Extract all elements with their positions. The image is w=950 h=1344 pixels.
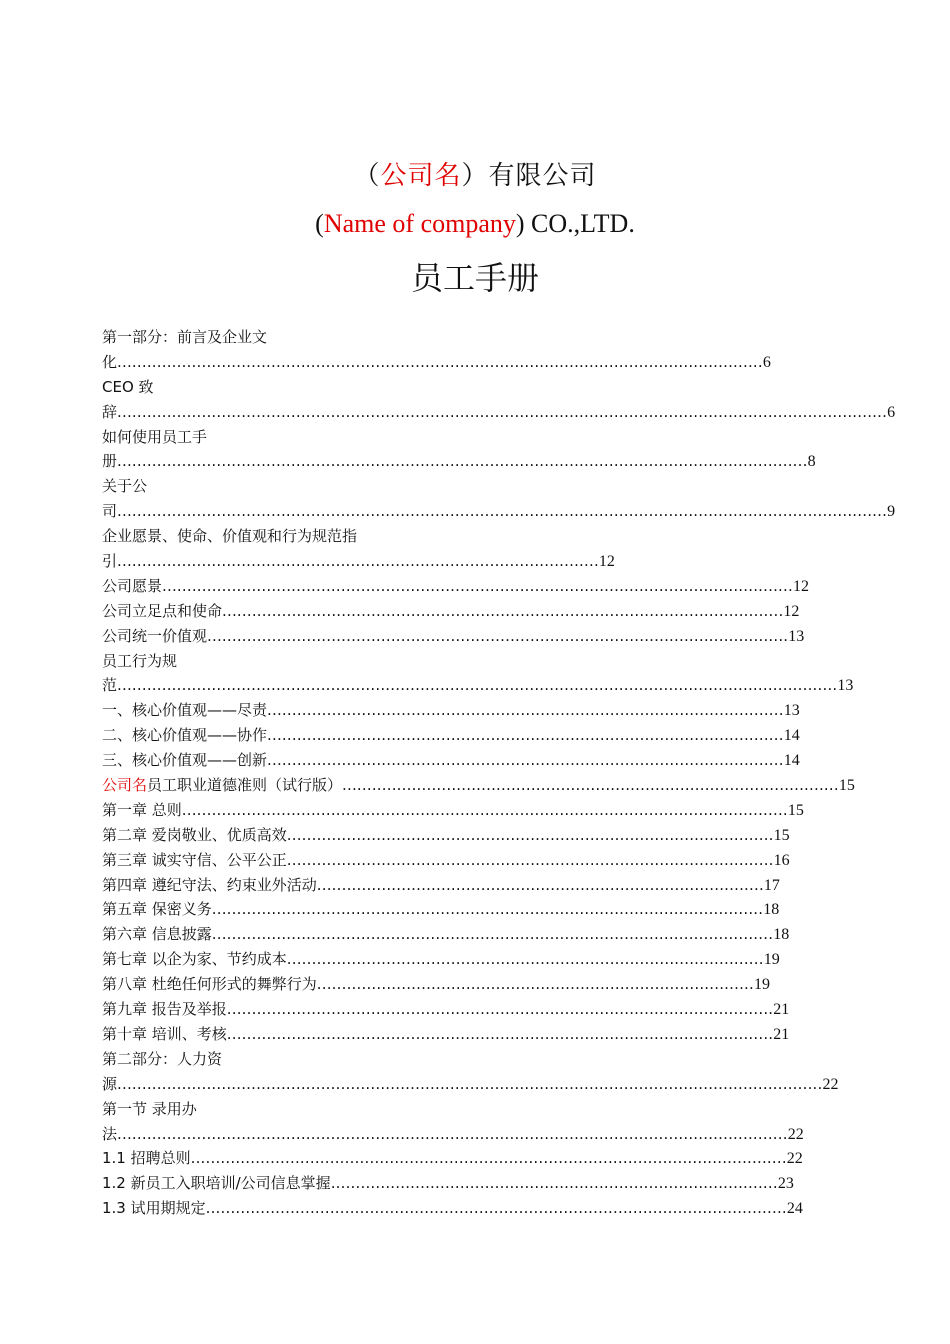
toc-leader-dots: .......................................................................................... — [330, 1174, 778, 1193]
toc-entry-line[interactable] — [102, 474, 882, 499]
toc-entry-line[interactable] — [102, 1072, 882, 1097]
toc-leader-dots: ................................................................................................................................................. — [117, 676, 838, 695]
toc-entry-text: 源 — [102, 1074, 118, 1093]
toc-entry-text: 法 — [102, 1124, 118, 1143]
toc-entry-text: 如何使用员工手 — [102, 427, 208, 446]
toc-entry-text: 1.1 招聘总则 — [102, 1149, 191, 1168]
toc-entry-text: 第一章 总则 — [102, 800, 182, 819]
toc-leader-dots: ........................................................................................................................................... — [117, 452, 808, 471]
toc-entry-text: 公司统一价值观 — [102, 626, 208, 645]
toc-page-number: 17 — [763, 876, 780, 894]
toc-page-number: 8 — [807, 453, 816, 471]
toc-entry-text: 引 — [102, 552, 118, 571]
toc-page-number: 19 — [763, 951, 780, 969]
toc-page-number: 16 — [773, 851, 790, 869]
toc-company-placeholder: 公司名 — [102, 776, 148, 795]
toc-entry-line[interactable] — [102, 873, 882, 898]
toc-page-number: 14 — [783, 752, 800, 770]
toc-page-number: 14 — [783, 727, 800, 745]
toc-entry-line[interactable] — [102, 549, 882, 574]
toc-page-number: 6 — [887, 403, 896, 421]
toc-page-number: 24 — [786, 1200, 803, 1218]
toc-entry-text: 二、核心价值观——协作 — [102, 726, 268, 745]
toc-page-number: 15 — [838, 777, 855, 795]
toc-page-number: 21 — [773, 1025, 790, 1043]
toc-leader-dots: .................................................................................................... — [342, 776, 839, 795]
toc-entry-text: CEO 致 — [102, 377, 154, 396]
toc-entry-line[interactable] — [102, 425, 882, 450]
toc-entry-text: 第五章 保密义务 — [102, 900, 212, 919]
toc-leader-dots: .............................................................................................................................................. — [117, 1074, 823, 1093]
toc-entry-line[interactable] — [102, 773, 882, 798]
toc-entry-text: 第二部分：人力资 — [102, 1049, 223, 1068]
document-title: 员工手册 — [410, 259, 539, 297]
toc-entry-line[interactable] — [102, 947, 882, 972]
toc-leader-dots: ........................................................................................................ — [267, 751, 784, 770]
toc-entry-text: 第七章 以企为家、节约成本 — [102, 950, 287, 969]
toc-page-number: 6 — [762, 353, 771, 371]
toc-entry-line[interactable] — [102, 1022, 882, 1047]
toc-entry-text: 第一节 录用办 — [102, 1099, 197, 1118]
toc-entry-line[interactable] — [102, 748, 882, 773]
toc-leader-dots: ........................................................................................................................ — [190, 1149, 787, 1168]
toc-leader-dots: ..................................................................................................................... — [205, 1199, 787, 1218]
toc-leader-dots: ........................................................................................................ — [267, 726, 784, 745]
toc-entry-text: 第一部分：前言及企业文 — [102, 328, 268, 346]
toc-leader-dots: .......................................................................................... — [316, 875, 764, 894]
toc-entry-line[interactable] — [102, 698, 882, 723]
toc-leader-dots: ........................................................................................................................................................... — [117, 402, 888, 421]
paren-open-en: ( — [315, 209, 324, 238]
toc-page-number: 12 — [783, 602, 800, 620]
toc-leader-dots: ................................................................................................................. — [211, 925, 774, 944]
toc-leader-dots: ........................................................................................................ — [267, 701, 784, 720]
toc-entry-line[interactable] — [102, 848, 882, 873]
toc-entry-line[interactable] — [102, 325, 882, 350]
toc-entry-text: 公司愿景 — [102, 576, 163, 595]
toc-entry-line[interactable] — [102, 499, 896, 524]
company-name-cn — [0, 160, 950, 192]
toc-entry-text: 员工行为规 — [102, 651, 178, 670]
toc-entry-text: 第十章 培训、考核 — [102, 1024, 227, 1043]
toc-entry-text: 第二章 爱岗敬业、优质高效 — [102, 825, 287, 844]
toc-entry-line[interactable] — [102, 1047, 882, 1072]
toc-page-number: 19 — [753, 976, 770, 994]
toc-leader-dots: .................................................................................................. — [286, 825, 774, 844]
toc-leader-dots: ............................................................................................................................... — [162, 576, 793, 595]
toc-entry-line[interactable] — [102, 350, 882, 375]
toc-page-number: 13 — [788, 627, 805, 645]
toc-leader-dots: .............................................................................................................. — [226, 1000, 774, 1019]
toc-page-number: 15 — [773, 826, 790, 844]
table-of-contents — [102, 325, 896, 1221]
toc-entry-line[interactable] — [102, 375, 882, 400]
toc-page-number: 9 — [887, 503, 896, 521]
toc-entry-line[interactable] — [102, 972, 882, 997]
toc-page-number: 18 — [763, 901, 780, 919]
toc-page-number: 23 — [777, 1175, 794, 1193]
toc-entry-text: 一、核心价值观——尽责 — [102, 701, 268, 720]
toc-entry-line[interactable] — [102, 449, 882, 474]
toc-leader-dots: .................................................................................................. — [286, 850, 774, 869]
toc-entry-line[interactable] — [102, 1196, 882, 1221]
toc-entry-line[interactable] — [102, 1171, 882, 1196]
toc-leader-dots: ............................................................................................................... — [211, 900, 764, 919]
toc-entry-text: 企业愿景、使命、价值观和行为规范指 — [102, 527, 358, 546]
toc-entry-line[interactable] — [102, 624, 882, 649]
toc-entry-text: 化 — [102, 352, 118, 371]
toc-entry-text: 第三章 诚实守信、公平公正 — [102, 850, 287, 869]
toc-entry-line[interactable] — [102, 1146, 882, 1171]
toc-entry-text: 辞 — [102, 402, 118, 421]
toc-entry-line[interactable] — [102, 897, 882, 922]
toc-leader-dots: .................................................................................................................................. — [117, 352, 763, 371]
company-name-en — [0, 208, 950, 240]
company-suffix-en: ) CO.,LTD. — [515, 209, 635, 238]
toc-entry-line[interactable] — [102, 400, 896, 425]
toc-entry-text: 范 — [102, 676, 118, 695]
toc-leader-dots: ................................................................................................ — [286, 950, 764, 969]
toc-leader-dots: ................................................................................................................. — [222, 601, 784, 620]
toc-entry-line[interactable] — [102, 524, 882, 549]
toc-leader-dots: ........................................................................................................................................................... — [117, 502, 888, 521]
toc-entry-text: 册 — [102, 452, 118, 471]
toc-entry-line[interactable] — [102, 997, 882, 1022]
toc-page-number: 13 — [783, 702, 800, 720]
toc-page-number: 21 — [773, 1001, 790, 1019]
toc-entry-line[interactable] — [102, 922, 882, 947]
toc-entry-text: 关于公 — [102, 477, 148, 496]
toc-page-number: 22 — [822, 1075, 839, 1093]
toc-page-number: 12 — [792, 577, 809, 595]
toc-page-number: 12 — [598, 553, 615, 571]
toc-leader-dots: ..................................................................................................................... — [207, 626, 789, 645]
paren-open: （ — [353, 161, 381, 191]
toc-leader-dots: ....................................................................................................................................... — [117, 1124, 788, 1143]
toc-entry-text: 第九章 报告及举报 — [102, 1000, 227, 1019]
company-name-placeholder: 公司名 — [380, 161, 462, 191]
toc-entry-line[interactable] — [102, 649, 882, 674]
toc-entry-line[interactable] — [102, 798, 882, 823]
toc-entry-line[interactable] — [102, 1122, 882, 1147]
toc-entry-text: 1.2 新员工入职培训/公司信息掌握 — [102, 1174, 331, 1193]
toc-entry-line[interactable] — [102, 1097, 882, 1122]
company-name-placeholder-en: Name of company — [323, 209, 516, 238]
toc-page-number: 13 — [837, 677, 854, 695]
toc-entry-text: 公司立足点和使命 — [102, 601, 223, 620]
toc-entry-line[interactable] — [102, 823, 882, 848]
toc-entry-line[interactable] — [102, 673, 882, 698]
toc-entry-line[interactable] — [102, 574, 882, 599]
toc-entry-text: 1.3 试用期规定 — [102, 1199, 206, 1218]
toc-entry-text: 三、核心价值观——创新 — [102, 751, 268, 770]
toc-page-number: 22 — [787, 1125, 804, 1143]
toc-page-number: 18 — [773, 926, 790, 944]
toc-page-number: 22 — [786, 1150, 803, 1168]
toc-entry-line[interactable] — [102, 723, 882, 748]
toc-leader-dots: .............................................................................................................. — [226, 1024, 774, 1043]
toc-entry-text: 第八章 杜绝任何形式的舞弊行为 — [102, 975, 317, 994]
company-suffix: ）有限公司 — [461, 161, 597, 191]
toc-entry-text: 员工职业道德准则（试行版） — [147, 776, 343, 795]
toc-leader-dots: ................................................................................................. — [117, 552, 599, 571]
toc-entry-text: 司 — [102, 502, 118, 521]
toc-entry-text: 第六章 信息披露 — [102, 925, 212, 944]
toc-page-number: 15 — [787, 801, 804, 819]
toc-leader-dots: .......................................................................................................................... — [181, 800, 788, 819]
toc-entry-line[interactable] — [102, 599, 882, 624]
toc-leader-dots: ........................................................................................ — [316, 975, 754, 994]
toc-entry-text: 第四章 遵纪守法、约束业外活动 — [102, 875, 317, 894]
